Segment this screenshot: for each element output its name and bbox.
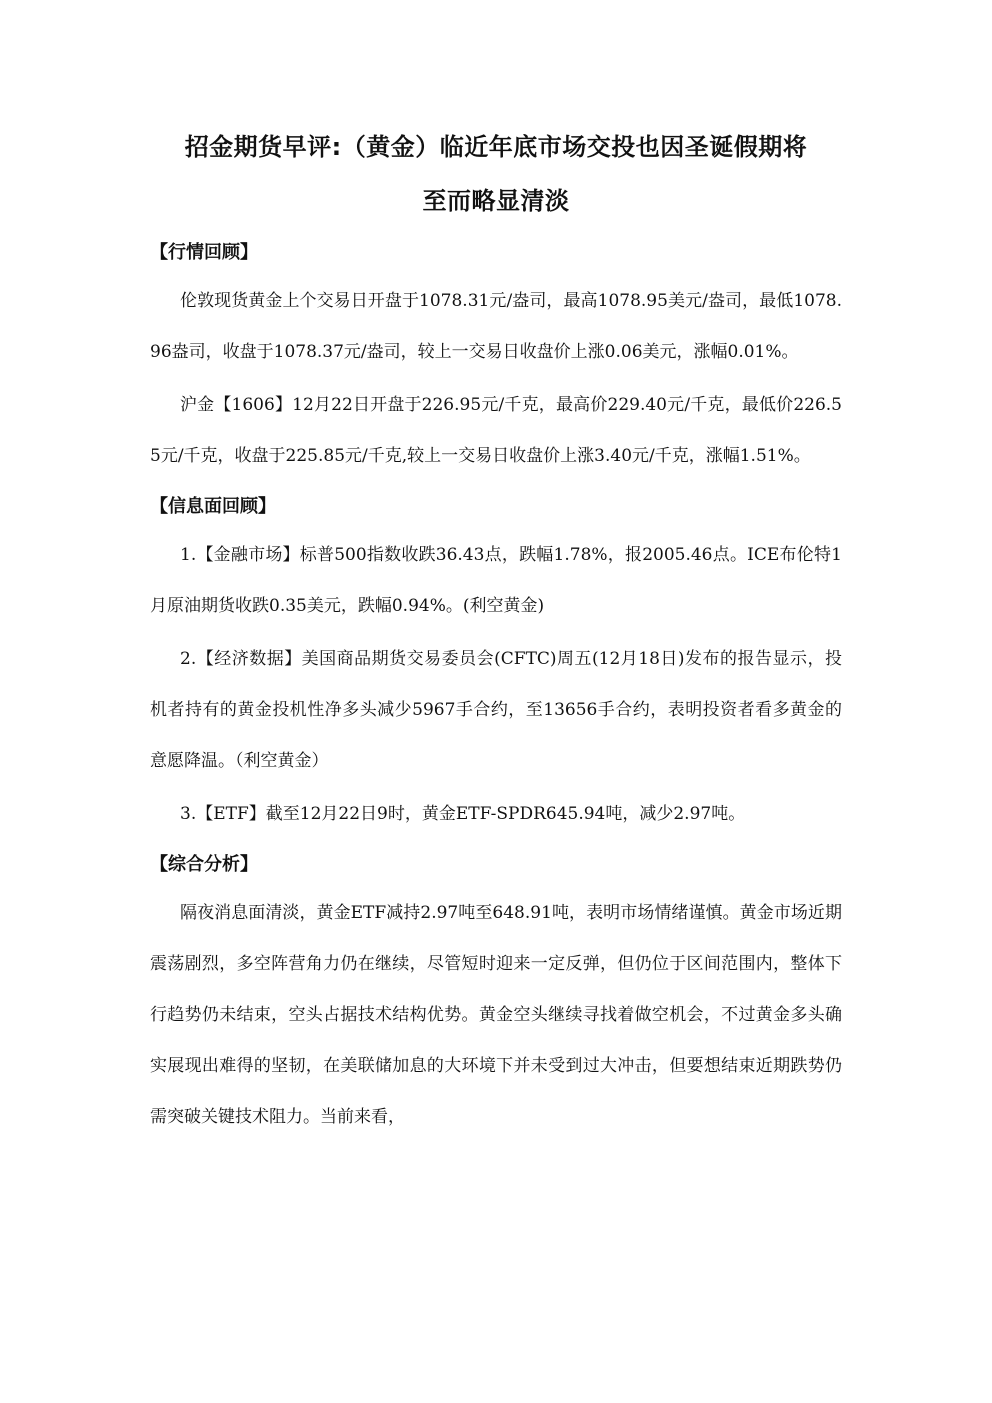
analysis-paragraph: 隔夜消息面清淡，黄金ETF减持2.97吨至648.91吨，表明市场情绪谨慎。黄金市场近期震荡剧烈，多空阵营角力仍在继续，尽管短时迎来一定反弹，但仍位于区间范围内，整体下行趋势仍未结束，空头占据技术结构优势。黄金空头继续寻找着做空机会，不过黄金多头确实展现出难得的坚韧，在美联储加息的大环境下并未受到过大冲击，但要想结束近期跌势仍需突破关键技术阻力。当前来看，: [150, 903, 842, 1127]
market-review-heading: 【行情回顾】: [150, 242, 258, 263]
title-line-1: 招金期货早评:（黄金）临近年底市场交投也因圣诞假期将: [184, 133, 808, 161]
document-page: [150, 120, 842, 1145]
analysis-heading: 【综合分析】: [150, 854, 258, 875]
news-item-financial-market: 1.【金融市场】标普500指数收跌36.43点，跌幅1.78%，报2005.46点。ICE布伦特1月原油期货收跌0.35美元，跌幅0.94%。(利空黄金): [150, 545, 842, 616]
market-review-paragraph-shanghai: 沪金【1606】12月22日开盘于226.95元/千克，最高价229.40元/千克，最低价226.55元/千克，收盘于225.85元/千克,较上一交易日收盘价上涨3.40元/千克，涨幅1.51%。: [150, 395, 842, 466]
document-title: [150, 120, 842, 228]
news-item-economic-data: 2.【经济数据】美国商品期货交易委员会(CFTC)周五(12月18日)发布的报告显示，投机者持有的黄金投机性净多头减少5967手合约，至13656手合约，表明投资者看多黄金的意愿降温。（利空黄金）: [150, 649, 842, 771]
news-review-heading: 【信息面回顾】: [150, 496, 276, 517]
news-item-etf: 3.【ETF】截至12月22日9时，黄金ETF-SPDR645.94吨，减少2.97吨。: [180, 804, 746, 824]
title-line-2: 至而略显清淡: [422, 187, 570, 215]
market-review-paragraph-london: 伦敦现货黄金上个交易日开盘于1078.31元/盎司，最高1078.95美元/盎司，最低1078.96盎司，收盘于1078.37元/盎司，较上一交易日收盘价上涨0.06美元，涨幅0.01%。: [150, 291, 842, 362]
